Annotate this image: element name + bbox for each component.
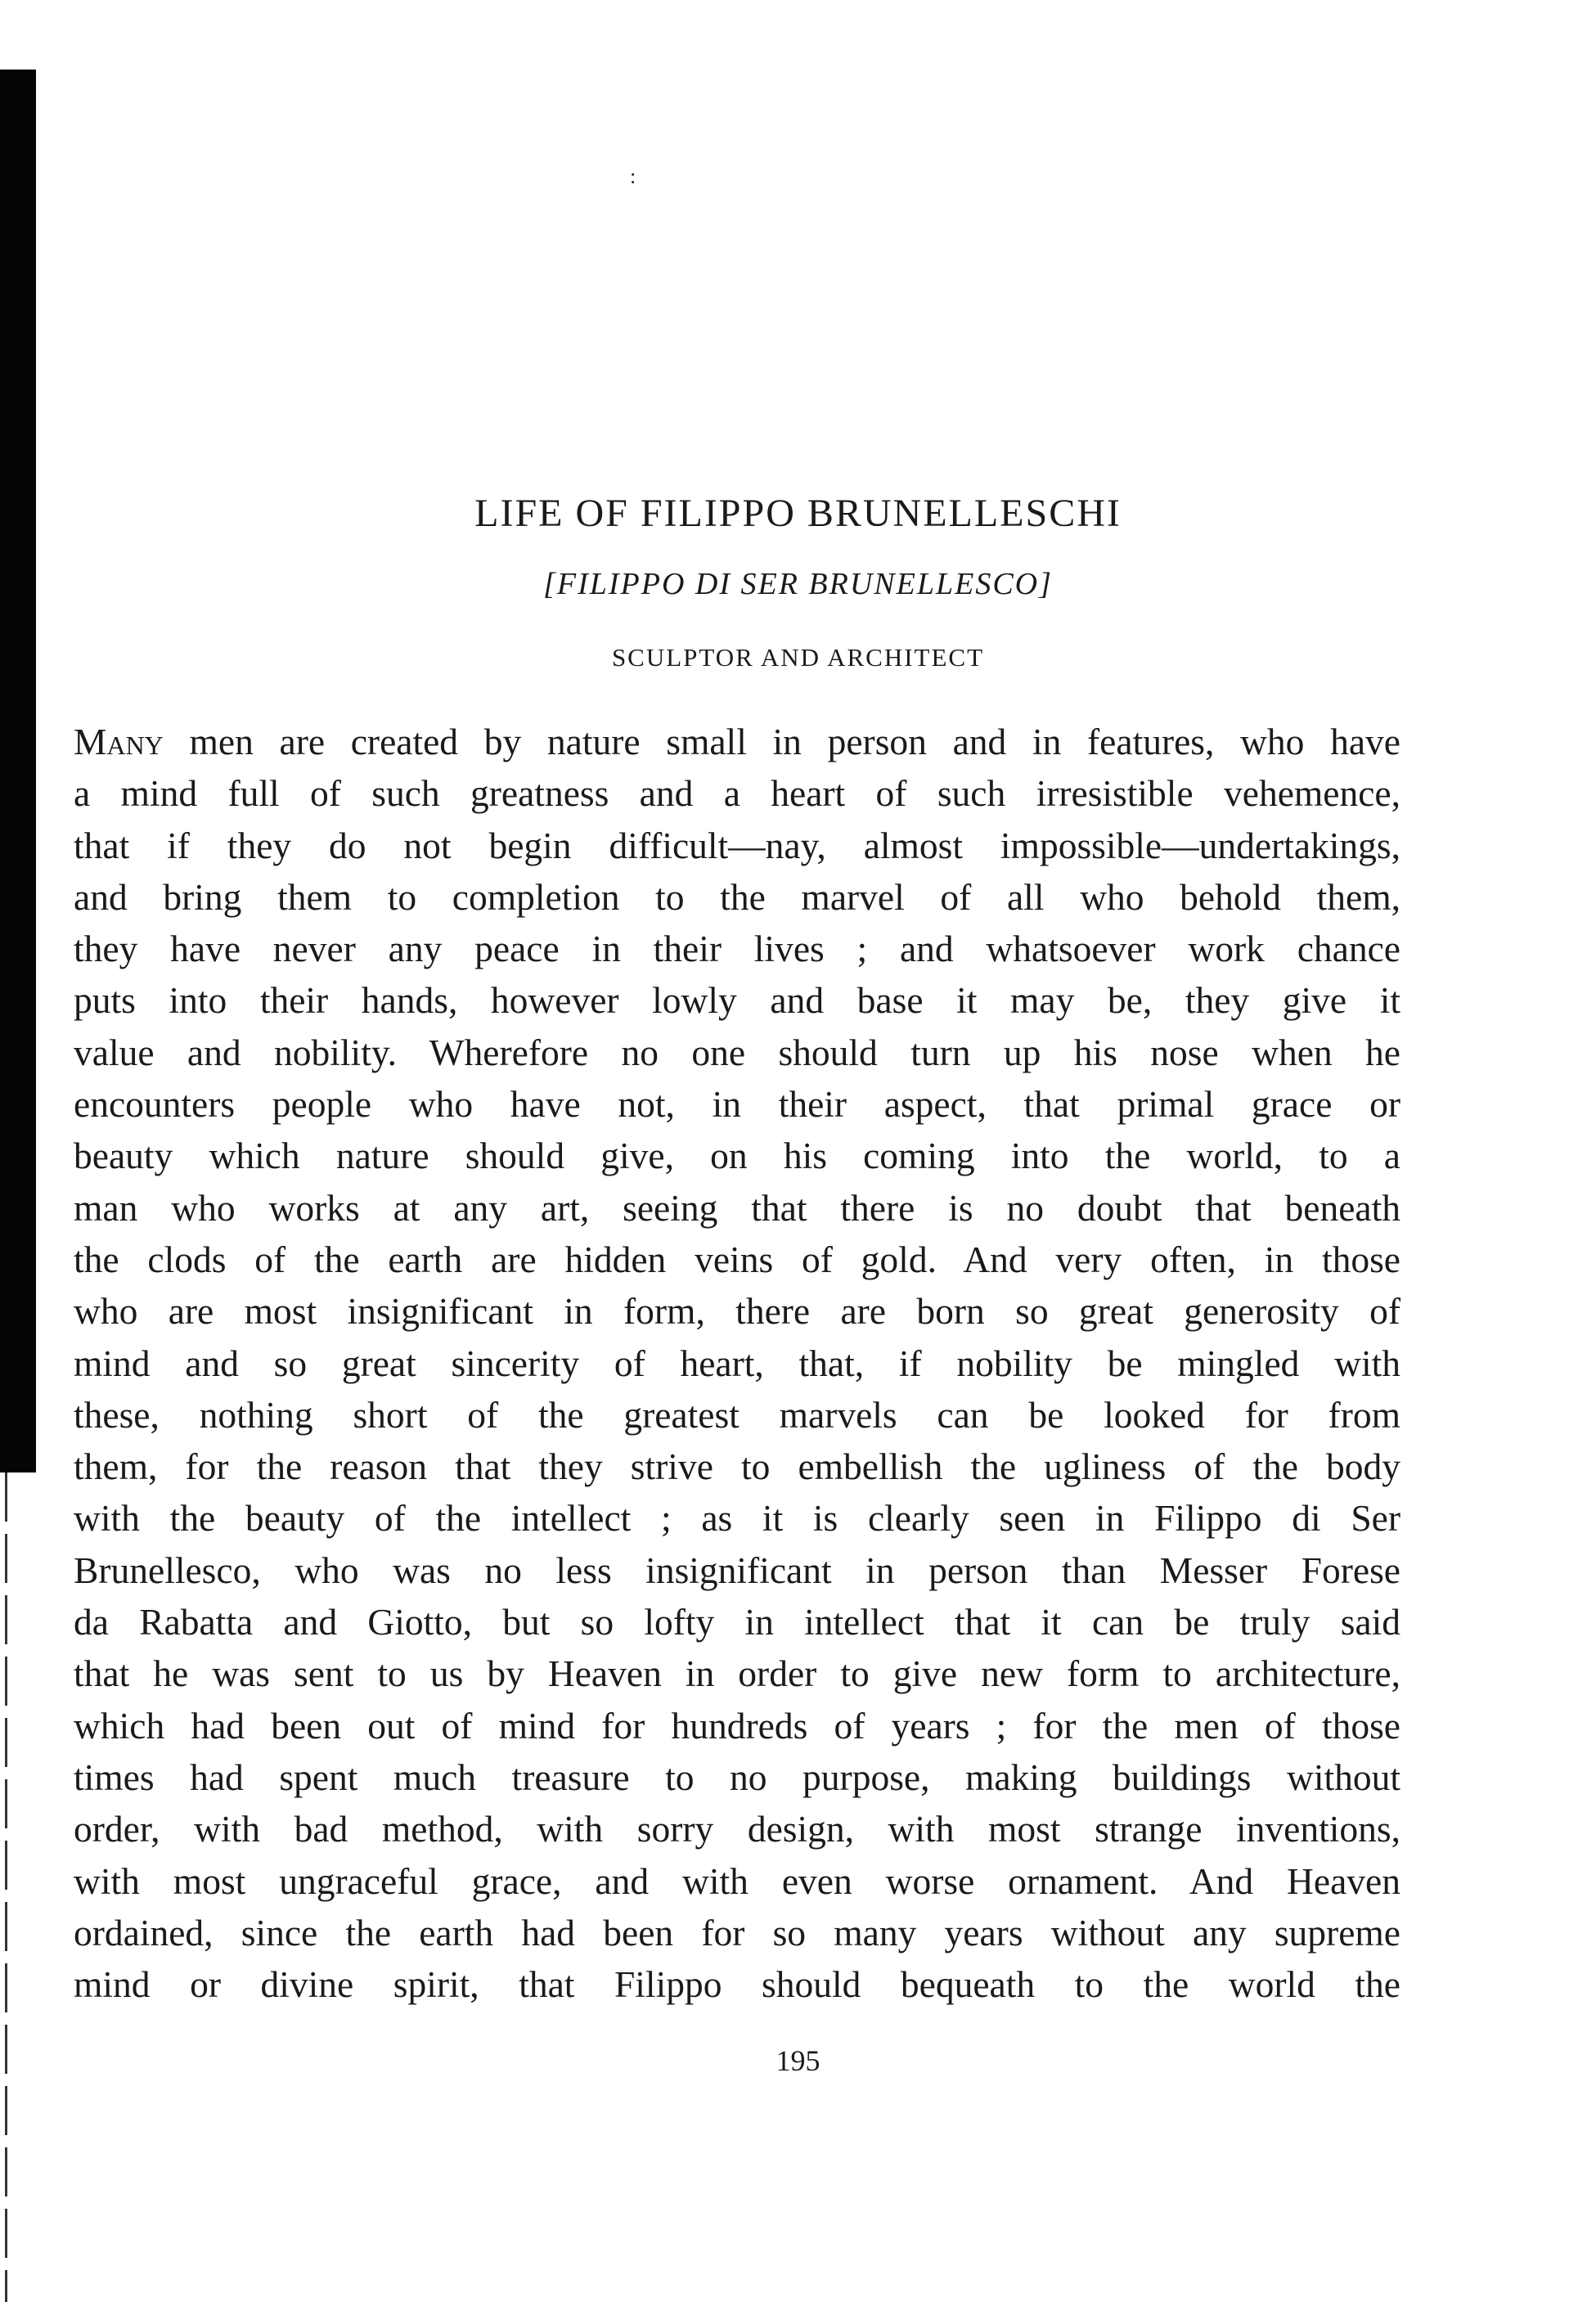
text-line: they have never any peace in their lives ; and whatsoever work chance xyxy=(74,928,1400,970)
text-line: with most ungraceful grace, and with even worse ornament. And Heaven xyxy=(74,1859,1400,1902)
text-line: ordained, since the earth had been for so many years without any supreme xyxy=(74,1911,1400,1954)
chapter-title: LIFE OF FILIPPO BRUNELLESCHI xyxy=(474,492,1122,535)
text-line: who are most insignificant in form, there are born so great generosity of xyxy=(74,1290,1400,1333)
chapter-heading: SCULPTOR AND ARCHITECT xyxy=(611,643,985,672)
text-line: encounters people who have not, in their aspect, that primal grace or xyxy=(74,1083,1400,1126)
text-line: puts into their hands, however lowly and base it may be, they give it xyxy=(74,979,1400,1022)
text-line: value and nobility. Wherefore no one should turn up his nose when he xyxy=(74,1031,1400,1073)
text-line: that if they do not begin difficult—nay, almost impossible—undertakings, xyxy=(74,824,1400,866)
text-line: and bring them to completion to the marvel of all who behold them, xyxy=(74,875,1400,918)
text-line: that he was sent to us by Heaven in order to give new form to architecture, xyxy=(74,1652,1400,1695)
chapter-subtitle: [FILIPPO DI SER BRUNELLESCO] xyxy=(543,567,1053,601)
stray-ink-mark: : xyxy=(630,164,636,188)
text-line: the clods of the earth are hidden veins of gold. And very often, in those xyxy=(74,1238,1400,1280)
text-line: times had spent much treasure to no purpose, making buildings without xyxy=(74,1756,1400,1798)
text-line: man who works at any art, seeing that there is no doubt that beneath xyxy=(74,1186,1400,1229)
text-line: Brunellesco, who was no less insignificant in person than Messer Forese xyxy=(74,1549,1400,1591)
text-line: with the beauty of the intellect ; as it is clearly seen in Filippo di Ser xyxy=(74,1497,1400,1540)
text-line: beauty which nature should give, on his coming into the world, to a xyxy=(74,1135,1400,1177)
text-line: mind or divine spirit, that Filippo should bequeath to the world the xyxy=(74,1963,1400,2006)
scan-edge-shadow xyxy=(0,70,36,1472)
text-line: which had been out of mind for hundreds of years ; for the men of those xyxy=(74,1704,1400,1747)
text-line: order, with bad method, with sorry design, with most strange inventions, xyxy=(74,1808,1400,1850)
text-line: Many men are created by nature small in person and in features, who have xyxy=(74,721,1400,762)
text-line: them, for the reason that they strive to embellish the ugliness of the body xyxy=(74,1445,1400,1488)
page-number: 195 xyxy=(776,2044,820,2077)
text-line: mind and so great sincerity of heart, that, if nobility be mingled with xyxy=(74,1342,1400,1384)
body-text xyxy=(74,716,1400,2010)
text-line: da Rabatta and Giotto, but so lofty in intellect that it can be truly said xyxy=(74,1601,1400,1643)
text-line: a mind full of such greatness and a heart of such irresistible vehemence, xyxy=(74,772,1400,815)
scan-edge-line xyxy=(5,1472,7,2302)
text-line: these, nothing short of the greatest marvels can be looked for from xyxy=(74,1393,1400,1436)
opening-word: Many xyxy=(74,721,164,762)
